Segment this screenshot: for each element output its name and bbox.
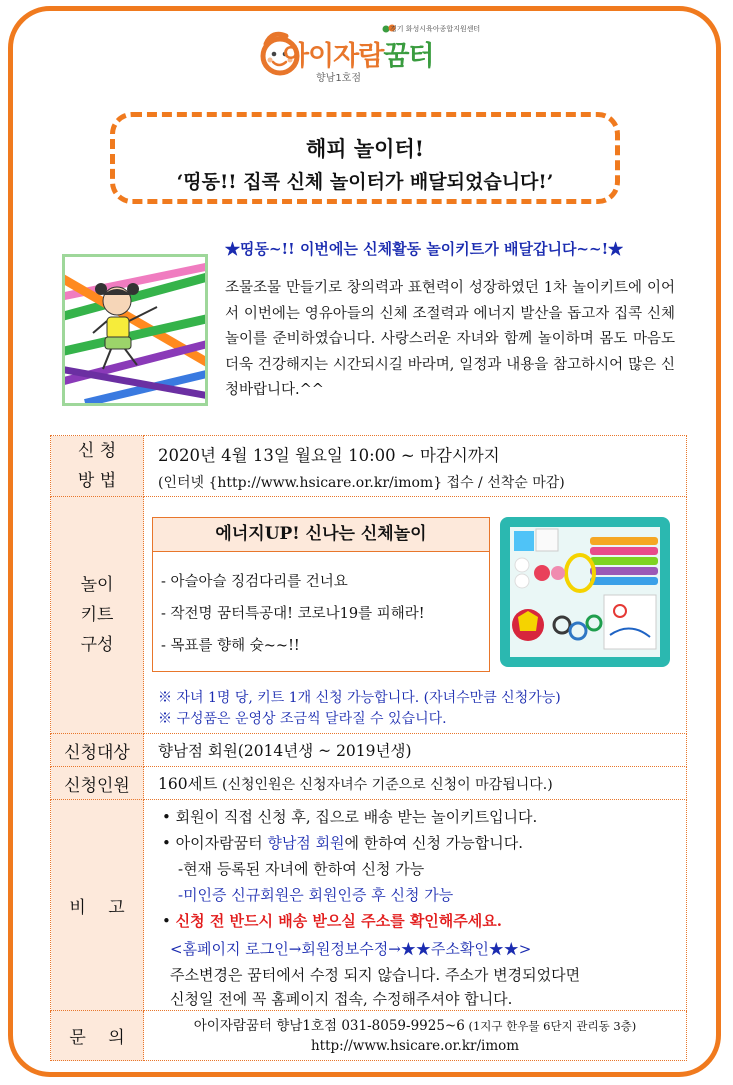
target-value: 향남점 회원(2014년생 ~ 2019년생)	[144, 734, 687, 767]
apply-url-note: (인터넷 {http://www.hsicare.or.kr/imom} 접수 / 선착순 마감)	[158, 475, 565, 491]
kit-note: ※ 구성품은 운영상 조금씩 달라질 수 있습니다.	[158, 711, 447, 727]
kit-value	[144, 497, 687, 734]
table-row-quota	[51, 767, 687, 800]
memo-line: -현재 등록된 자녀에 한하여 신청 가능	[178, 860, 425, 878]
memo-line: 신청일 전에 꼭 홈페이지 접속, 수정해주셔야 합니다.	[170, 990, 513, 1008]
title-box	[110, 112, 620, 204]
apply-period: 2020년 4월 13일 월요일 10:00 ~ 마감시까지	[158, 446, 500, 465]
child-illustration	[62, 254, 208, 406]
contact-line: 아이자람꿈터 향남1호점 031-8059-9925~6 (1지구 한우물 6단지 관리동 3층)	[193, 1017, 637, 1034]
contact-value	[144, 1011, 687, 1061]
memo-line: <홈페이지 로그인→회원정보수정→★★주소확인★★>	[170, 940, 532, 958]
memo-line: • 아이자람꿈터 향남점 회원에 한하여 신청 가능합니다.	[162, 834, 524, 852]
memo-line: -미인증 신규회원은 회원인증 후 신청 가능	[178, 886, 454, 904]
logo-name: 아이자람꿈터	[283, 41, 434, 72]
contact-url[interactable]: http://www.hsicare.or.kr/imom	[310, 1037, 520, 1054]
contact-label: 문 의	[51, 1011, 144, 1061]
logo-org: 경기 화성시육아종합지원센터	[390, 25, 481, 33]
memo-label: 비 고	[51, 800, 144, 1011]
child-on-ribbons-icon	[65, 257, 205, 403]
target-label: 신청대상	[51, 734, 144, 767]
memo-line: 주소변경은 꿈터에서 수정 되지 않습니다. 주소가 변경되었다면	[170, 966, 581, 984]
kit-photo-icon	[500, 517, 670, 667]
table-row-target	[51, 734, 687, 767]
logo-branch: 향남1호점	[316, 73, 362, 84]
memo-line: • 신청 전 반드시 배송 받으실 주소를 확인해주세요.	[162, 912, 502, 930]
table-row-contact	[51, 1011, 687, 1061]
memo-value	[144, 800, 687, 1011]
title-line-2: ‘띵동!! 집콕 신체 놀이터가 배달되었습니다!’	[176, 171, 554, 193]
title-line-1: 해피 놀이터!	[306, 136, 424, 161]
table-row-memo	[51, 800, 687, 1011]
kit-note: ※ 자녀 1명 당, 키트 1개 신청 가능합니다. (자녀수만큼 신청가능)	[158, 690, 561, 706]
info-table	[50, 435, 687, 1061]
memo-line: • 회원이 직접 신청 후, 집으로 배송 받는 놀이키트입니다.	[162, 808, 538, 826]
table-row-kit	[51, 497, 687, 734]
quota-label: 신청인원	[51, 767, 144, 800]
kit-box-title: 에너지UP! 신나는 신체놀이	[153, 518, 489, 552]
kit-label: 놀이 키트 구성	[51, 497, 144, 734]
apply-method-value	[144, 436, 687, 497]
intro-body: 조물조물 만들기로 창의력과 표현력이 성장하였던 1차 놀이키트에 이어서 이번에는 영유아들의 신체 조절력과 에너지 발산을 돕고자 집콕 신체놀이를 준비하였습니다. 사랑스러운 자녀와 함께 놀이하며 몸도 마음도 더욱 건강해지는 시간되시길 바라며, 일정과 내용을 참고하시어 많은 신청바랍니다.^^	[225, 280, 675, 399]
intro-headline: ★띵동~!! 이번에는 신체활동 놀이키트가 배달갑니다~~!★	[225, 240, 624, 258]
table-row-apply-method	[51, 436, 687, 497]
kit-contents-box	[152, 517, 490, 672]
apply-method-label: 신 청 방 법	[51, 436, 144, 497]
kit-item: - 목표를 향해 슛~~!!	[161, 638, 300, 654]
kit-item: - 아슬아슬 징검다리를 건너요	[161, 574, 348, 590]
quota-value: 160세트 (신청인원은 신청자녀수 기준으로 신청이 마감됩니다.)	[144, 767, 687, 800]
kit-item: - 작전명 꿈터특공대! 코로나19를 피해라!	[161, 606, 425, 622]
